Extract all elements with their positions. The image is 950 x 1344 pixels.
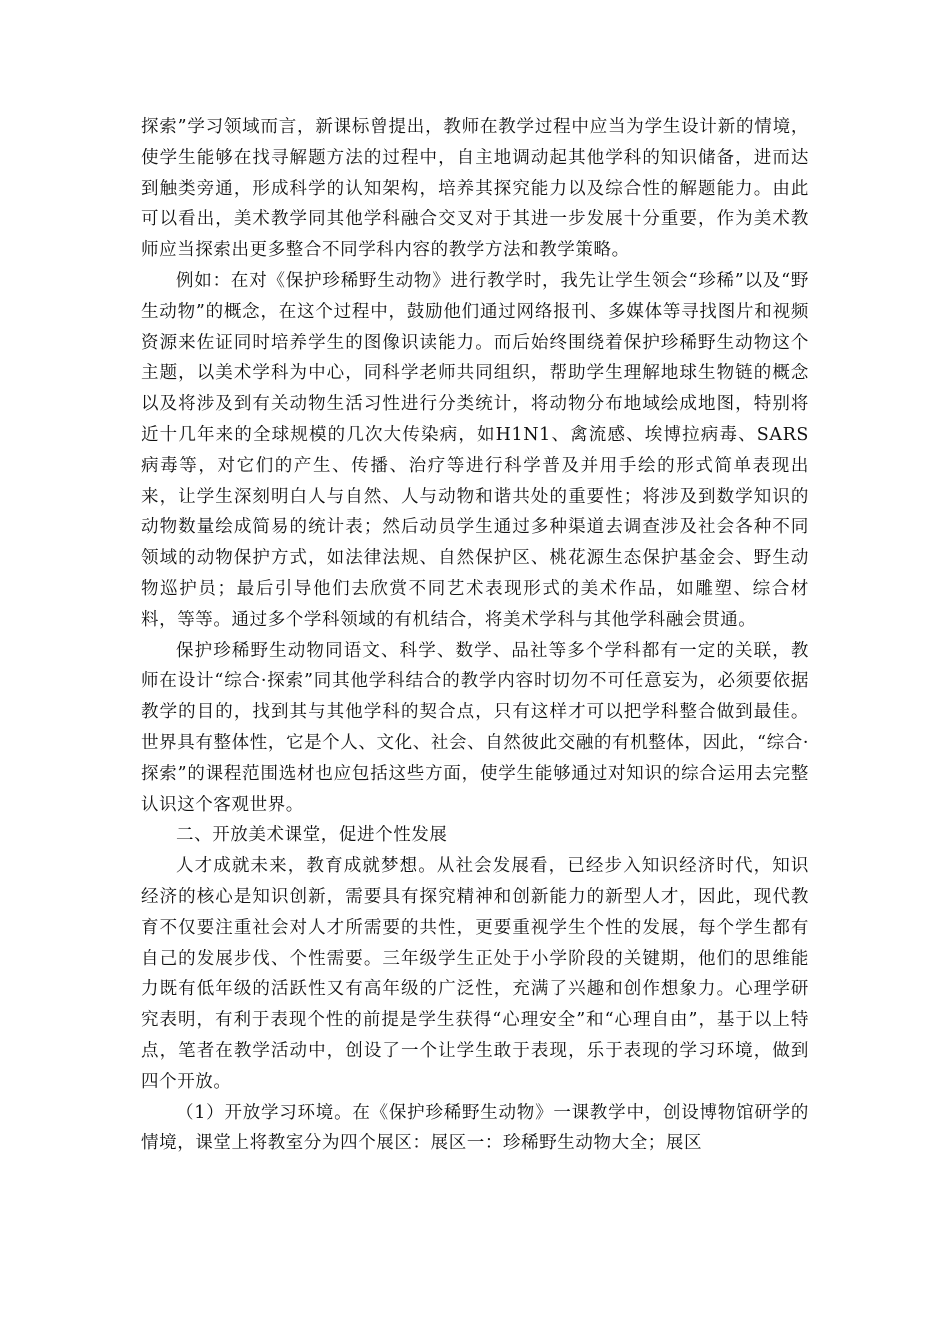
section-heading: 二、开放美术课堂，促进个性发展 [176,825,448,846]
paragraph-example: 例如：在对《保护珍稀野生动物》进行教学时，我先让学生领会“珍稀”以及“野生动物”的概念，在这个过程中，鼓励他们通过网络报刊、多媒体等寻找图片和视频资源来佐证同时培养学生的图像识读能力。而后始终围绕着保护珍稀野生动物这个主题，以美术学科为中心，同科学老师共同组织，帮助学生理解地球生物链的概念以及将涉及到有关动物生活习性进行分类统计，将动物分布地域绘成地图，特别将近十几年来的全球规模的几次大传染病，如H1N1、禽流感、埃博拉病毒、SARS病毒等，对它们的产生、传播、治疗等进行科学普及并用手绘的形式简单表现出来，让学生深刻明白人与自然、人与动物和谐共处的重要性；将涉及到数学知识的动物数量绘成简易的统计表；然后动员学生通过多种渠道去调查涉及社会各种不同领域的动物保护方式，如法律法规、自然保护区、桃花源生态保护基金会、野生动物巡护员；最后引导他们去欣赏不同艺术表现形式的美术作品，如雕塑、综合材料，等等。通过多个学科领域的有机结合，将美术学科与其他学科融会贯通。 [141,270,809,630]
document-body [141,112,809,1159]
paragraph-open-environment: （1）开放学习环境。在《保护珍稀野生动物》一课教学中，创设博物馆研学的情境，课堂上将教室分为四个展区：展区一：珍稀野生动物大全；展区 [141,1102,809,1154]
paragraph-intro-continued: 探索”学习领域而言，新课标曾提出，教师在教学过程中应当为学生设计新的情境，使学生能够在找寻解题方法的过程中，自主地调动起其他学科的知识储备，进而达到触类旁通，形成科学的认知架构，培养其探究能力以及综合性的解题能力。由此可以看出，美术教学同其他学科融合交叉对于其进一步发展十分重要，作为美术教师应当探索出更多整合不同学科内容的教学方法和教学策略。 [141,117,809,261]
paragraph-integration: 保护珍稀野生动物同语文、科学、数学、品社等多个学科都有一定的关联，教师在设计“综合·探索”同其他学科结合的教学内容时切勿不可任意妄为，必须要依据教学的目的，找到其与其他学科的契合点，只有这样才可以把学科整合做到最佳。世界具有整体性，它是个人、文化、社会、自然彼此交融的有机整体，因此，“综合·探索”的课程范围选材也应包括这些方面，使学生能够通过对知识的综合运用去完整认识这个客观世界。 [141,640,809,815]
paragraph-talent: 人才成就未来，教育成就梦想。从社会发展看，已经步入知识经济时代，知识经济的核心是知识创新，需要具有探究精神和创新能力的新型人才，因此，现代教育不仅要注重社会对人才所需要的共性，更要重视学生个性的发展，每个学生都有自己的发展步伐、个性需要。三年级学生正处于小学阶段的关键期，他们的思维能力既有低年级的活跃性又有高年级的广泛性，充满了兴趣和创作想象力。心理学研究表明，有利于表现个性的前提是学生获得“心理安全”和“心理自由”，基于以上特点，笔者在教学活动中，创设了一个让学生敢于表现，乐于表现的学习环境，做到四个开放。 [141,856,809,1092]
